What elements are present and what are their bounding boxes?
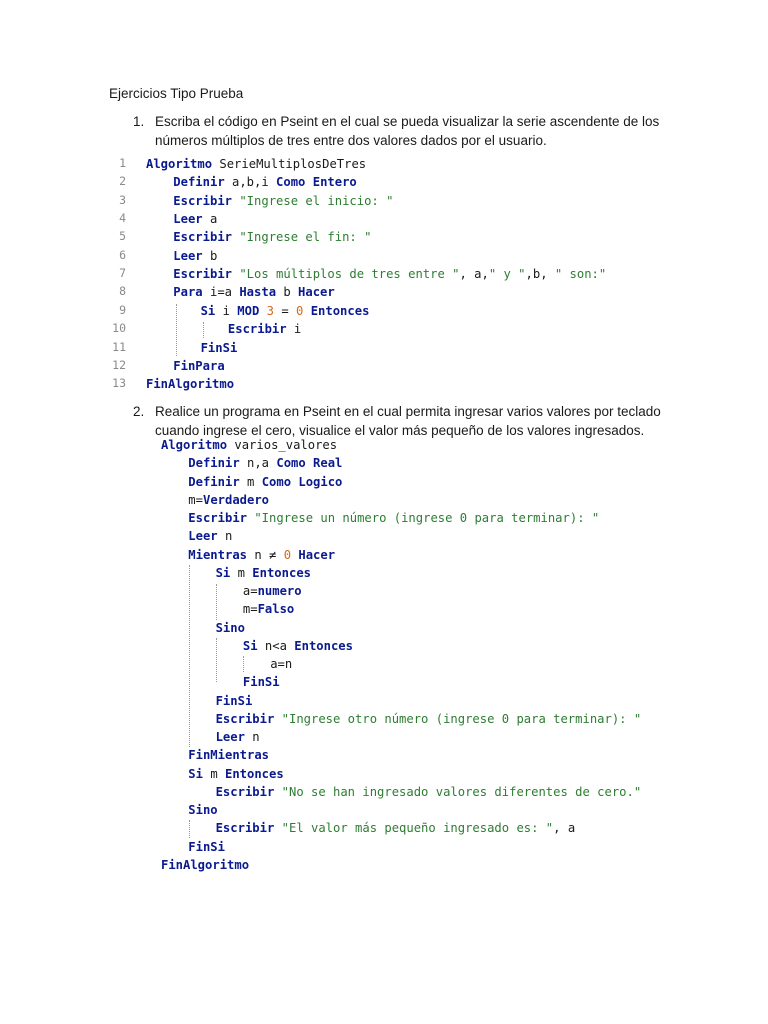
code-line [243, 600, 294, 618]
code-line [173, 173, 356, 191]
code-keyword: Escribir [173, 267, 232, 282]
code-text: b [202, 248, 218, 263]
code-keyword: Escribir [188, 511, 247, 525]
code-keyword: FinSi [200, 340, 238, 355]
code-line [216, 728, 260, 746]
code-line [188, 454, 342, 472]
code-line [216, 783, 642, 801]
code-string: " son:" [554, 267, 607, 282]
code-keyword: FinPara [173, 358, 225, 373]
code-text: i=a [202, 285, 240, 300]
line-number: 13 [112, 376, 126, 391]
code-line [216, 692, 253, 710]
line-number: 6 [119, 247, 126, 262]
code-keyword: FinAlgoritmo [161, 857, 250, 872]
code-text: varios_valores [227, 438, 338, 452]
code-keyword: FinMientras [188, 748, 270, 763]
line-number: 3 [119, 192, 126, 207]
code-text: n [217, 529, 233, 544]
code-keyword: Entonces [252, 565, 311, 580]
code-line [188, 765, 283, 783]
code-keyword: Mientras [188, 547, 247, 562]
code-keyword: Si [242, 638, 258, 653]
code-text [259, 304, 266, 318]
code-keyword: MOD [237, 303, 260, 318]
code-text: i [286, 322, 302, 337]
code-text: m= [242, 602, 258, 617]
code-keyword: Algoritmo [161, 438, 228, 452]
code-keyword: Hacer [298, 547, 336, 562]
code-text: = [274, 303, 297, 318]
question-1-line-2: números múltiplos de tres entre dos valores dados por el usuario. [155, 133, 547, 148]
line-number: 7 [119, 266, 126, 281]
code-string: "Ingrese otro número (ingrese 0 para terminar): " [281, 711, 642, 726]
line-number: 1 [119, 156, 126, 170]
code-text: a,b,i [224, 175, 277, 190]
code-keyword: Como Real [276, 456, 343, 471]
code-text [303, 304, 310, 318]
code-line [243, 582, 302, 600]
indent-guide [176, 304, 177, 356]
code-text: m [239, 474, 262, 489]
question-2-line-1: Realice un programa en Pseint en el cual permita ingresar varios valores por teclado [155, 404, 661, 419]
code-keyword: Como Entero [276, 175, 357, 190]
code-text: m [202, 766, 225, 781]
code-text: , a, [459, 267, 489, 282]
code-line [201, 339, 238, 357]
code-keyword: FinSi [215, 693, 253, 708]
code-number: 3 [266, 303, 274, 318]
code-line [188, 491, 269, 509]
code-text: ,b, [525, 267, 555, 282]
code-keyword: Leer [188, 529, 218, 544]
code-keyword: Hacer [298, 285, 335, 300]
code-keyword: numero [257, 584, 302, 598]
indent-guide [203, 322, 204, 338]
code-string: " y " [488, 267, 526, 282]
code-line [216, 619, 245, 637]
code-keyword: Leer [173, 212, 203, 227]
code-line [216, 564, 311, 582]
code-string: "No se han ingresado valores diferentes de cero." [281, 784, 642, 799]
indent-guide [216, 584, 217, 620]
code-line [188, 509, 599, 527]
code-keyword: Falso [257, 602, 295, 617]
document-title: Ejercicios Tipo Prueba [109, 86, 244, 101]
line-number: 12 [112, 357, 126, 372]
code-line [270, 655, 292, 673]
code-keyword: Algoritmo [146, 157, 213, 171]
code-keyword: Si [215, 565, 231, 580]
code-keyword: FinSi [188, 839, 225, 854]
code-line [188, 746, 269, 764]
code-text: a= [242, 584, 258, 598]
code-text: m [230, 565, 253, 580]
code-line [216, 819, 576, 837]
code-string: "Ingrese el inicio: " [239, 193, 394, 208]
code-text: , a [553, 821, 576, 836]
code-string: "Ingrese el fin: " [239, 230, 372, 245]
code-keyword: FinAlgoritmo [146, 377, 235, 392]
code-keyword: Entonces [294, 638, 353, 653]
code-line [146, 155, 366, 173]
indent-guide [243, 656, 244, 672]
code-keyword: Escribir [215, 711, 275, 726]
code-text: m= [188, 492, 203, 507]
code-keyword: Si [200, 303, 216, 318]
code-line [243, 673, 280, 691]
code-text: n ≠ [247, 547, 284, 562]
code-string: "El valor más pequeño ingresado es: " [281, 821, 554, 836]
line-number: 5 [119, 229, 126, 244]
code-line [161, 436, 337, 454]
code-keyword: Entonces [310, 303, 370, 318]
code-keyword: Sino [215, 620, 245, 635]
code-keyword: Para [173, 285, 203, 300]
code-line [161, 856, 249, 874]
line-number: 8 [119, 284, 126, 299]
question-1-line-1: Escriba el código en Pseint en el cual se pueda visualizar la serie ascendente de los [155, 114, 660, 129]
code-text [274, 785, 281, 799]
code-keyword: Escribir [215, 821, 275, 836]
code-number: 0 [283, 547, 292, 562]
code-text: n [244, 730, 260, 744]
code-line [188, 546, 335, 564]
code-number: 0 [296, 303, 304, 318]
code-text: SerieMultiplosDeTres [212, 157, 367, 171]
code-text: b [276, 285, 299, 300]
question-2-number: 2. [133, 404, 145, 419]
code-keyword: Como Logico [261, 474, 343, 489]
code-keyword: Entonces [225, 766, 284, 781]
code-text: a [202, 212, 218, 227]
code-line [188, 473, 342, 491]
code-keyword: Hasta [239, 285, 277, 300]
code-line [188, 838, 225, 856]
code-keyword: Sino [188, 803, 218, 817]
code-keyword: Escribir [173, 230, 232, 245]
line-number: 2 [119, 174, 126, 189]
code-line [216, 710, 642, 728]
line-number: 4 [119, 211, 126, 226]
code-text: n<a [257, 638, 295, 653]
indent-guide [189, 565, 190, 747]
question-1-number: 1. [133, 114, 145, 129]
code-line [146, 375, 234, 393]
indent-guide [216, 638, 217, 682]
question-2-line-2: cuando ingrese el cero, visualice el valor más pequeño de los valores ingresados. [155, 423, 645, 438]
code-string: "Los múltiplos de tres entre " [239, 267, 460, 282]
code-line [173, 265, 606, 283]
line-number: 11 [112, 339, 126, 354]
code-line [173, 357, 224, 375]
code-keyword: Leer [173, 248, 203, 263]
code-keyword: Definir [173, 175, 225, 190]
code-text [274, 821, 281, 835]
code-keyword: Escribir [215, 784, 275, 799]
code-line [173, 247, 217, 265]
line-number: 10 [112, 321, 126, 336]
code-keyword: Leer [215, 730, 245, 744]
line-number: 9 [119, 302, 126, 317]
code-keyword: Verdadero [202, 492, 270, 507]
code-keyword: Definir [188, 456, 240, 471]
code-keyword: Si [188, 766, 203, 781]
code-line [201, 302, 370, 320]
code-keyword: Definir [188, 474, 240, 489]
code-line [173, 283, 334, 301]
code-text: n,a [239, 456, 277, 471]
indent-guide [189, 820, 190, 838]
code-string: "Ingrese un número (ingrese 0 para terminar): " [254, 511, 600, 525]
code-text: a=n [270, 657, 293, 671]
code-text: i [215, 303, 238, 318]
code-text [274, 712, 281, 726]
code-line [173, 210, 217, 228]
code-keyword: FinSi [242, 675, 280, 690]
code-line [173, 228, 371, 246]
code-line [173, 192, 393, 210]
code-line [188, 801, 217, 819]
code-line [228, 320, 301, 338]
code-line [243, 637, 353, 655]
code-keyword: Escribir [173, 193, 232, 208]
code-line [188, 527, 232, 545]
code-keyword: Escribir [227, 322, 287, 337]
